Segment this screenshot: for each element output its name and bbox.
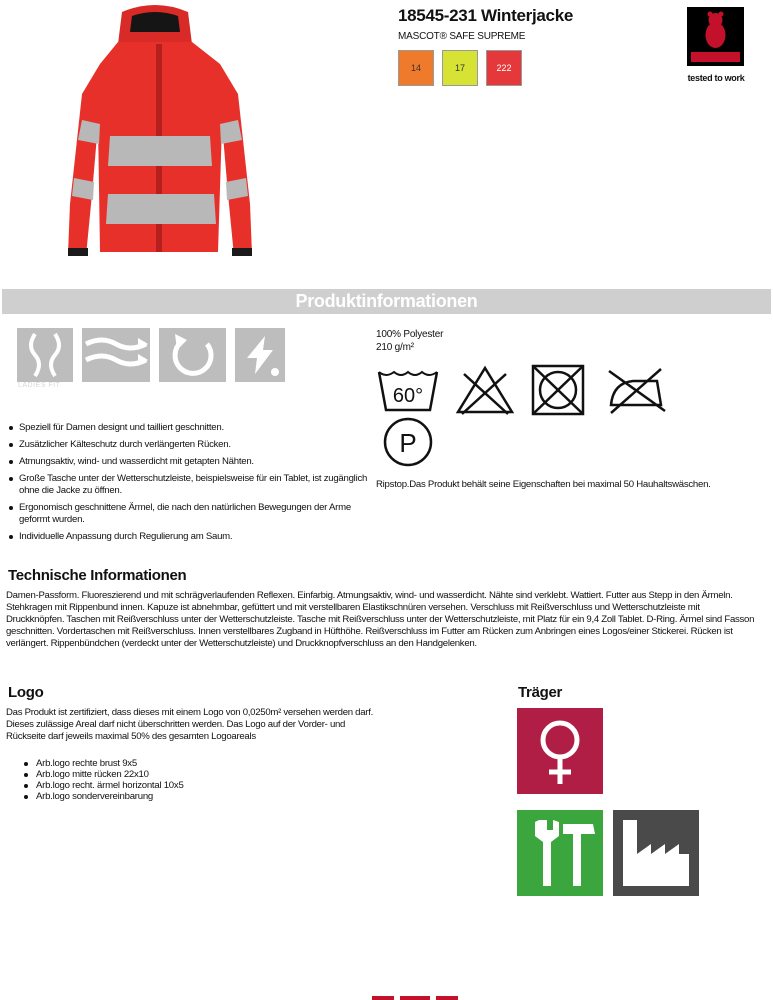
list-item: Große Tasche unter der Wetterschutzleiste, beispielsweise für ein Tablet, ist zugänglich ohne die Jacke zu öffnen. (8, 473, 368, 497)
tools-icon (517, 810, 603, 896)
list-item: Speziell für Damen designt und tailliert geschnitten. (8, 422, 368, 434)
logo-heading: Logo (8, 684, 44, 701)
product-image (60, 4, 260, 266)
list-item: Arb.logo sondervereinbarung (22, 791, 184, 802)
product-title: 18545-231 Winterjacke (398, 6, 573, 25)
no-iron-icon (603, 365, 669, 415)
color-code: 222 (496, 63, 512, 73)
material-info (376, 328, 443, 354)
bear-mascot-icon (687, 7, 744, 66)
list-item: Arb.logo recht. ärmel horizontal 10x5 (22, 780, 184, 791)
wash-60-icon (376, 366, 440, 416)
no-tumble-dry-icon (530, 363, 586, 417)
female-symbol-icon (517, 708, 603, 794)
list-item: Individuelle Anpassung durch Regulierung am Saum. (8, 531, 368, 543)
material-weight: 210 g/m² (376, 342, 414, 353)
list-item: Atmungsaktiv, wind- und wasserdicht mit getapten Nähten. (8, 456, 368, 468)
logo-position-list (22, 758, 184, 802)
list-item: Arb.logo mitte rücken 22x10 (22, 769, 184, 780)
brand-tagline: tested to work (687, 73, 745, 83)
ladies-fit-icon (17, 328, 73, 382)
feature-caption: LADIES FIT (18, 382, 61, 389)
stretch-icon (159, 328, 226, 382)
color-swatch-14[interactable] (398, 50, 434, 86)
windproof-icon (82, 328, 150, 382)
dry-clean-p-icon (380, 416, 436, 468)
material-note: Ripstop.Das Produkt behält seine Eigenschaften bei maximal 50 Hauhaltswäschen. (376, 479, 711, 490)
color-bar (372, 996, 462, 1000)
technical-heading: Technische Informationen (8, 567, 187, 584)
traeger-heading: Träger (518, 684, 563, 701)
waterproof-icon (235, 328, 285, 382)
technical-text: Damen-Passform. Fluoreszierend und mit schrägverlaufenden Reflexen. Einfarbig. Atmungsaktiv, wind- und wasserdicht. Nähte sind verklebt. Wattiert. Futter aus Stepp in den Ärmeln. Stehkragen mit Rippenbund innen. Kapuze ist abnehmbar, gefüttert und mit verstellbaren Elastikschnüren versehen. Verschluss mit Reißverschluss und Wetterschutzleiste mit Druckknöpfen. Taschen mit Reißverschluss unter der Wetterschutzleiste. Tasche mit Reißverschluss unter der Wetterschutzleiste, mit Platz für ein 9,4 Zoll Tablet. D-Ring. Ärmel sind Fasson geschnitten. Vordertaschen mit Reißverschluss. Innen verstellbares Zugband in Hüfthöhe. Reißverschluss im Futter am Rücken zum Anbringen eines Logos/einer Stickerei. Rücken ist verlängert. Rippenbündchen (verdeckt unter der Wetterschutzleiste) und Druckknopfverschluss an den Handgelenken. (6, 590, 755, 649)
list-item: Ergonomisch geschnittene Ärmel, die nach den natürlichen Bewegungen der Arme geformt wurden. (8, 502, 368, 526)
factory-icon (613, 810, 699, 896)
color-swatch-222[interactable] (486, 50, 522, 86)
list-item: Arb.logo rechte brust 9x5 (22, 758, 184, 769)
no-bleach-icon (454, 364, 516, 416)
dry-clean-label: P (399, 428, 417, 458)
color-swatch-17[interactable] (442, 50, 478, 86)
color-code: 14 (410, 63, 421, 73)
brand-logo (687, 7, 744, 66)
section-banner: Produktinformationen (2, 289, 771, 314)
feature-list (8, 422, 368, 548)
product-subtitle: MASCOT® SAFE SUPREME (398, 31, 526, 42)
color-code: 17 (454, 63, 465, 73)
wash-temp-label: 60° (392, 385, 424, 407)
list-item: Zusätzlicher Kälteschutz durch verlängerten Rücken. (8, 439, 368, 451)
logo-text: Das Produkt ist zertifiziert, dass dieses mit einem Logo von 0,0250m² versehen werden darf. Dieses zulässige Areal darf nicht überschritten werden. Das Logo auf der Vorder- und Rückseite darf jeweils maximal 50% des gesamten Logoareals (6, 707, 373, 742)
material-composition: 100% Polyester (376, 329, 444, 340)
